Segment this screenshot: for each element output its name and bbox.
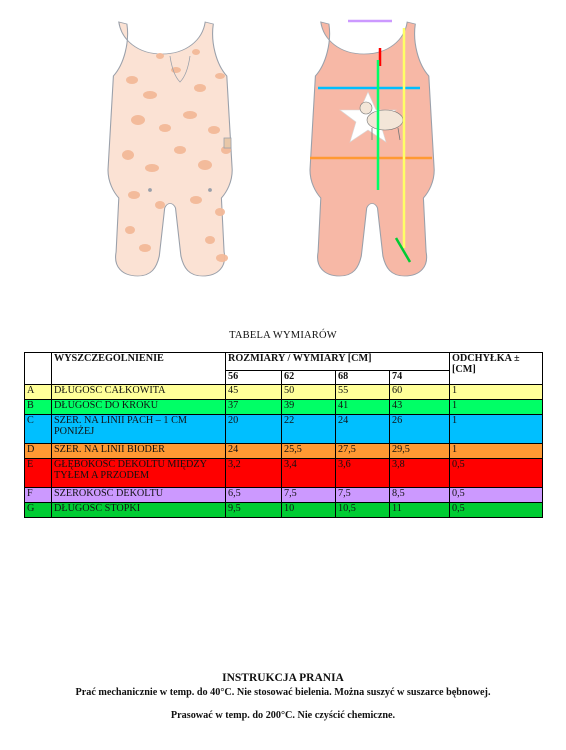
header-sizes: ROZMIARY / WYMIARY [CM]: [226, 353, 450, 371]
size-62: 62: [282, 371, 336, 385]
table-title: TABELA WYMIARÓW: [229, 330, 337, 341]
size-68: 68: [336, 371, 390, 385]
garment-illustrations: [0, 0, 566, 300]
washing-instructions-line-1: Prać mechanicznie w temp. do 40°C. Nie stosować bielenia. Można suszyć w suszarce bębnowej.: [75, 687, 491, 698]
back-romper-illustration: [310, 22, 434, 276]
table-row: G DŁUGOŚĆ STOPKI 9,5 10 10,5 11 0,5: [25, 503, 543, 518]
size-table: [24, 352, 543, 518]
header-description: WYSZCZEGÓLNIENIE: [52, 353, 226, 385]
table-row: C SZER. NA LINII PACH – 1 CM PONIŻEJ 20 22 24 26 1: [25, 415, 543, 444]
table-row: D SZER. NA LINII BIODER 24 25,5 27,5 29,5 1: [25, 444, 543, 459]
table-row: F SZEROKOŚĆ DEKOLTU 6,5 7,5 7,5 8,5 0,5: [25, 488, 543, 503]
washing-instructions-title: INSTRUKCJA PRANIA: [222, 672, 344, 684]
header-tolerance: ODCHYŁKA ± [CM]: [450, 353, 543, 385]
back-body: [310, 22, 434, 276]
table-row: B DŁUGOŚĆ DO KROKU 37 39 41 43 1: [25, 400, 543, 415]
size-74: 74: [390, 371, 450, 385]
washing-instructions-line-2: Prasować w temp. do 200°C. Nie czyścić chemiczne.: [170, 710, 396, 721]
table-row: E GŁĘBOKOŚĆ DEKOLTU MIĘDZY TYŁEM A PRZODEM 3,2 3,4 3,6 3,8 0,5: [25, 459, 543, 488]
table-row: A DŁUGOŚĆ CAŁKOWITA 45 50 55 60 1: [25, 385, 543, 400]
size-56: 56: [226, 371, 282, 385]
